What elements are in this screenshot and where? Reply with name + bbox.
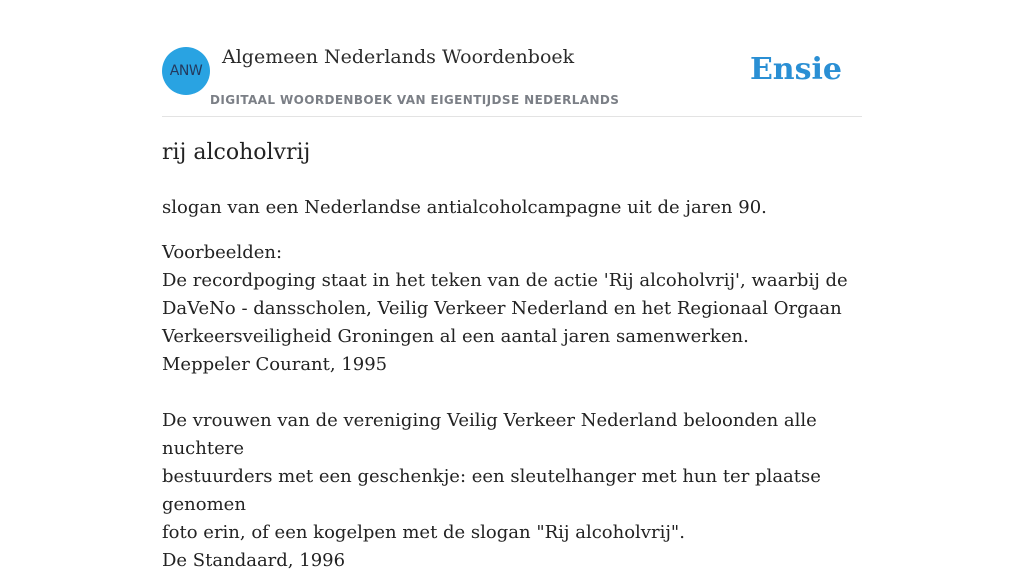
- anw-logo[interactable]: [162, 47, 210, 95]
- page-title: rij alcoholvrij: [162, 140, 311, 165]
- example-line: foto erin, of een kogelpen met de slogan "Rij alcoholvrij".: [162, 522, 685, 543]
- site-title[interactable]: Algemeen Nederlands Woordenboek: [222, 46, 575, 68]
- examples-section: [162, 239, 862, 575]
- ensie-brand-link[interactable]: Ensie: [749, 52, 842, 87]
- example-line: Verkeersveiligheid Groningen al een aantal jaren samenwerken.: [162, 326, 749, 347]
- logo-text: ANW: [169, 63, 203, 79]
- example-line: DaVeNo - dansscholen, Veilig Verkeer Nederland en het Regionaal Orgaan: [162, 298, 842, 319]
- example-source: De Standaard, 1996: [162, 550, 346, 571]
- definition-text: slogan van een Nederlandse antialcoholcampagne uit de jaren 90.: [162, 197, 767, 218]
- examples-label: Voorbeelden:: [162, 242, 283, 263]
- example-spacer: [162, 379, 862, 407]
- example-line: bestuurders met een geschenkje: een sleutelhanger met hun ter plaatse genomen: [162, 466, 821, 515]
- site-header: [162, 0, 862, 117]
- example-line: De vrouwen van de vereniging Veilig Verkeer Nederland beloonden alle nuchtere: [162, 410, 817, 459]
- page-container: [162, 0, 862, 571]
- example-line: De recordpoging staat in het teken van de actie 'Rij alcoholvrij', waarbij de: [162, 270, 848, 291]
- site-subtitle: DIGITAAL WOORDENBOEK VAN EIGENTIJDSE NEDERLANDS: [210, 93, 620, 107]
- example-source: Meppeler Courant, 1995: [162, 354, 388, 375]
